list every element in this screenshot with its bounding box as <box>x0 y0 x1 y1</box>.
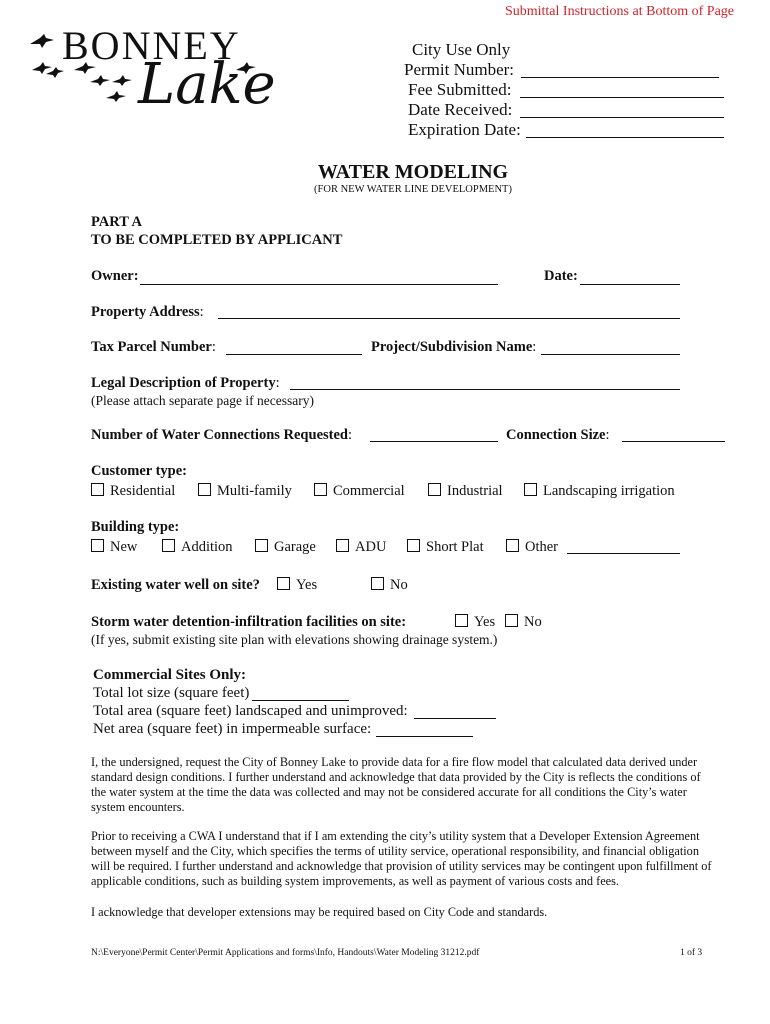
building-type-label: Building type: <box>91 519 180 535</box>
owner-field[interactable] <box>140 284 498 285</box>
acknowledgement-paragraph-2: Prior to receiving a CWA I understand that if I am extending the city’s utility system that a Developer Extension Agreement between myself and the City, which specifies the terms of utility service, operational responsibility, and financial obligation will be required. I further understand and acknowledge that provision of utility services may be contingent upon fulfillment of applicable conditions, such as building system improvements, as well as payment of various costs and fees. <box>91 829 712 888</box>
permit-number-field[interactable] <box>521 77 719 78</box>
commercial-sites-title: Commercial Sites Only: <box>93 667 247 683</box>
checkbox[interactable] <box>336 539 349 552</box>
checkbox[interactable] <box>506 539 519 552</box>
storm-no-option[interactable]: No <box>505 614 542 631</box>
connection-size-field[interactable] <box>622 441 725 442</box>
form-title: WATER MODELING <box>317 161 509 183</box>
lot-size-label: Total lot size (square feet) <box>93 685 250 701</box>
checkbox[interactable] <box>524 483 537 496</box>
logo-lake-text: Lake <box>138 52 276 117</box>
checkbox[interactable] <box>91 483 104 496</box>
acknowledgement-paragraph-3: I acknowledge that developer extensions may be required based on City Code and standards. <box>91 905 548 919</box>
tax-parcel-field[interactable] <box>226 354 362 355</box>
checkbox[interactable] <box>428 483 441 496</box>
checkbox[interactable] <box>455 614 468 627</box>
expiration-date-label: Expiration Date: <box>408 120 521 139</box>
customer-landscaping-option[interactable]: Landscaping irrigation <box>524 483 675 500</box>
customer-type-label: Customer type: <box>91 463 187 479</box>
landscaped-area-label: Total area (square feet) landscaped and unimproved: <box>93 703 408 719</box>
connections-label: Number of Water Connections Requested: <box>91 427 353 443</box>
logo-bonney-text: BONNEY <box>62 23 241 68</box>
checkbox[interactable] <box>255 539 268 552</box>
storm-water-label: Storm water detention-infiltration facilities on site: <box>91 614 407 630</box>
connections-field[interactable] <box>370 441 498 442</box>
connection-size-label: Connection Size: <box>506 427 610 443</box>
legal-description-label: Legal Description of Property: <box>91 375 280 391</box>
impermeable-area-field[interactable] <box>376 736 473 737</box>
impermeable-area-label: Net area (square feet) in impermeable surface: <box>93 721 372 737</box>
acknowledgement-paragraph-1: I, the undersigned, request the City of Bonney Lake to provide data for a fire flow model that calculated data derived under standard design conditions. I further understand and acknowledge that data provided by the City is reflects the conditions of the water system at the time the data was collected and may not be considered accurate for all conditions the City’s water system encounters. <box>91 755 701 814</box>
city-use-title: City Use Only <box>412 40 511 59</box>
footer-file-path: N:\Everyone\Permit Center\Permit Applications and forms\Info, Handouts\Water Modeling 31212.pdf <box>91 948 480 958</box>
date-received-field[interactable] <box>520 117 724 118</box>
permit-number-label: Permit Number: <box>404 60 515 79</box>
checkbox[interactable] <box>162 539 175 552</box>
project-name-field[interactable] <box>541 354 680 355</box>
building-addition-option[interactable]: Addition <box>162 539 233 556</box>
building-short-plat-option[interactable]: Short Plat <box>407 539 484 556</box>
date-received-label: Date Received: <box>408 100 513 119</box>
customer-residential-option[interactable]: Residential <box>91 483 175 500</box>
date-label: Date: <box>544 268 578 284</box>
part-a-heading: PART A <box>91 214 142 230</box>
customer-commercial-option[interactable]: Commercial <box>314 483 405 500</box>
legal-description-field[interactable] <box>290 389 680 390</box>
part-a-subheading: TO BE COMPLETED BY APPLICANT <box>91 232 343 248</box>
legal-description-note: (Please attach separate page if necessary) <box>91 393 315 408</box>
building-garage-option[interactable]: Garage <box>255 539 316 556</box>
footer-page-number: 1 of 3 <box>680 948 703 958</box>
building-new-option[interactable]: New <box>91 539 137 556</box>
fee-submitted-label: Fee Submitted: <box>408 80 512 99</box>
well-yes-option[interactable]: Yes <box>277 577 317 594</box>
tax-parcel-label: Tax Parcel Number: <box>91 339 216 355</box>
owner-label: Owner: <box>91 268 139 284</box>
project-name-label: Project/Subdivision Name: <box>371 339 537 355</box>
landscaped-area-field[interactable] <box>414 718 496 719</box>
expiration-date-field[interactable] <box>526 137 724 138</box>
property-address-field[interactable] <box>218 318 680 319</box>
building-other-field[interactable] <box>567 553 680 554</box>
well-no-option[interactable]: No <box>371 577 408 594</box>
building-adu-option[interactable]: ADU <box>336 539 386 556</box>
checkbox[interactable] <box>277 577 290 590</box>
storm-yes-option[interactable]: Yes <box>455 614 495 631</box>
bonney-lake-logo <box>26 22 276 117</box>
date-field[interactable] <box>580 284 680 285</box>
checkbox[interactable] <box>505 614 518 627</box>
customer-multi-family-option[interactable]: Multi-family <box>198 483 292 500</box>
submittal-instructions-note: Submittal Instructions at Bottom of Page <box>504 4 734 19</box>
form-subtitle: (FOR NEW WATER LINE DEVELOPMENT) <box>314 184 512 195</box>
storm-water-note: (If yes, submit existing site plan with elevations showing drainage system.) <box>91 632 498 647</box>
checkbox[interactable] <box>407 539 420 552</box>
existing-well-label: Existing water well on site? <box>91 577 260 593</box>
customer-industrial-option[interactable]: Industrial <box>428 483 503 500</box>
checkbox[interactable] <box>91 539 104 552</box>
building-other-option[interactable]: Other <box>506 539 558 556</box>
checkbox[interactable] <box>314 483 327 496</box>
fee-submitted-field[interactable] <box>520 97 724 98</box>
property-address-label: Property Address: <box>91 304 204 320</box>
lot-size-field[interactable] <box>252 700 349 701</box>
checkbox[interactable] <box>198 483 211 496</box>
checkbox[interactable] <box>371 577 384 590</box>
